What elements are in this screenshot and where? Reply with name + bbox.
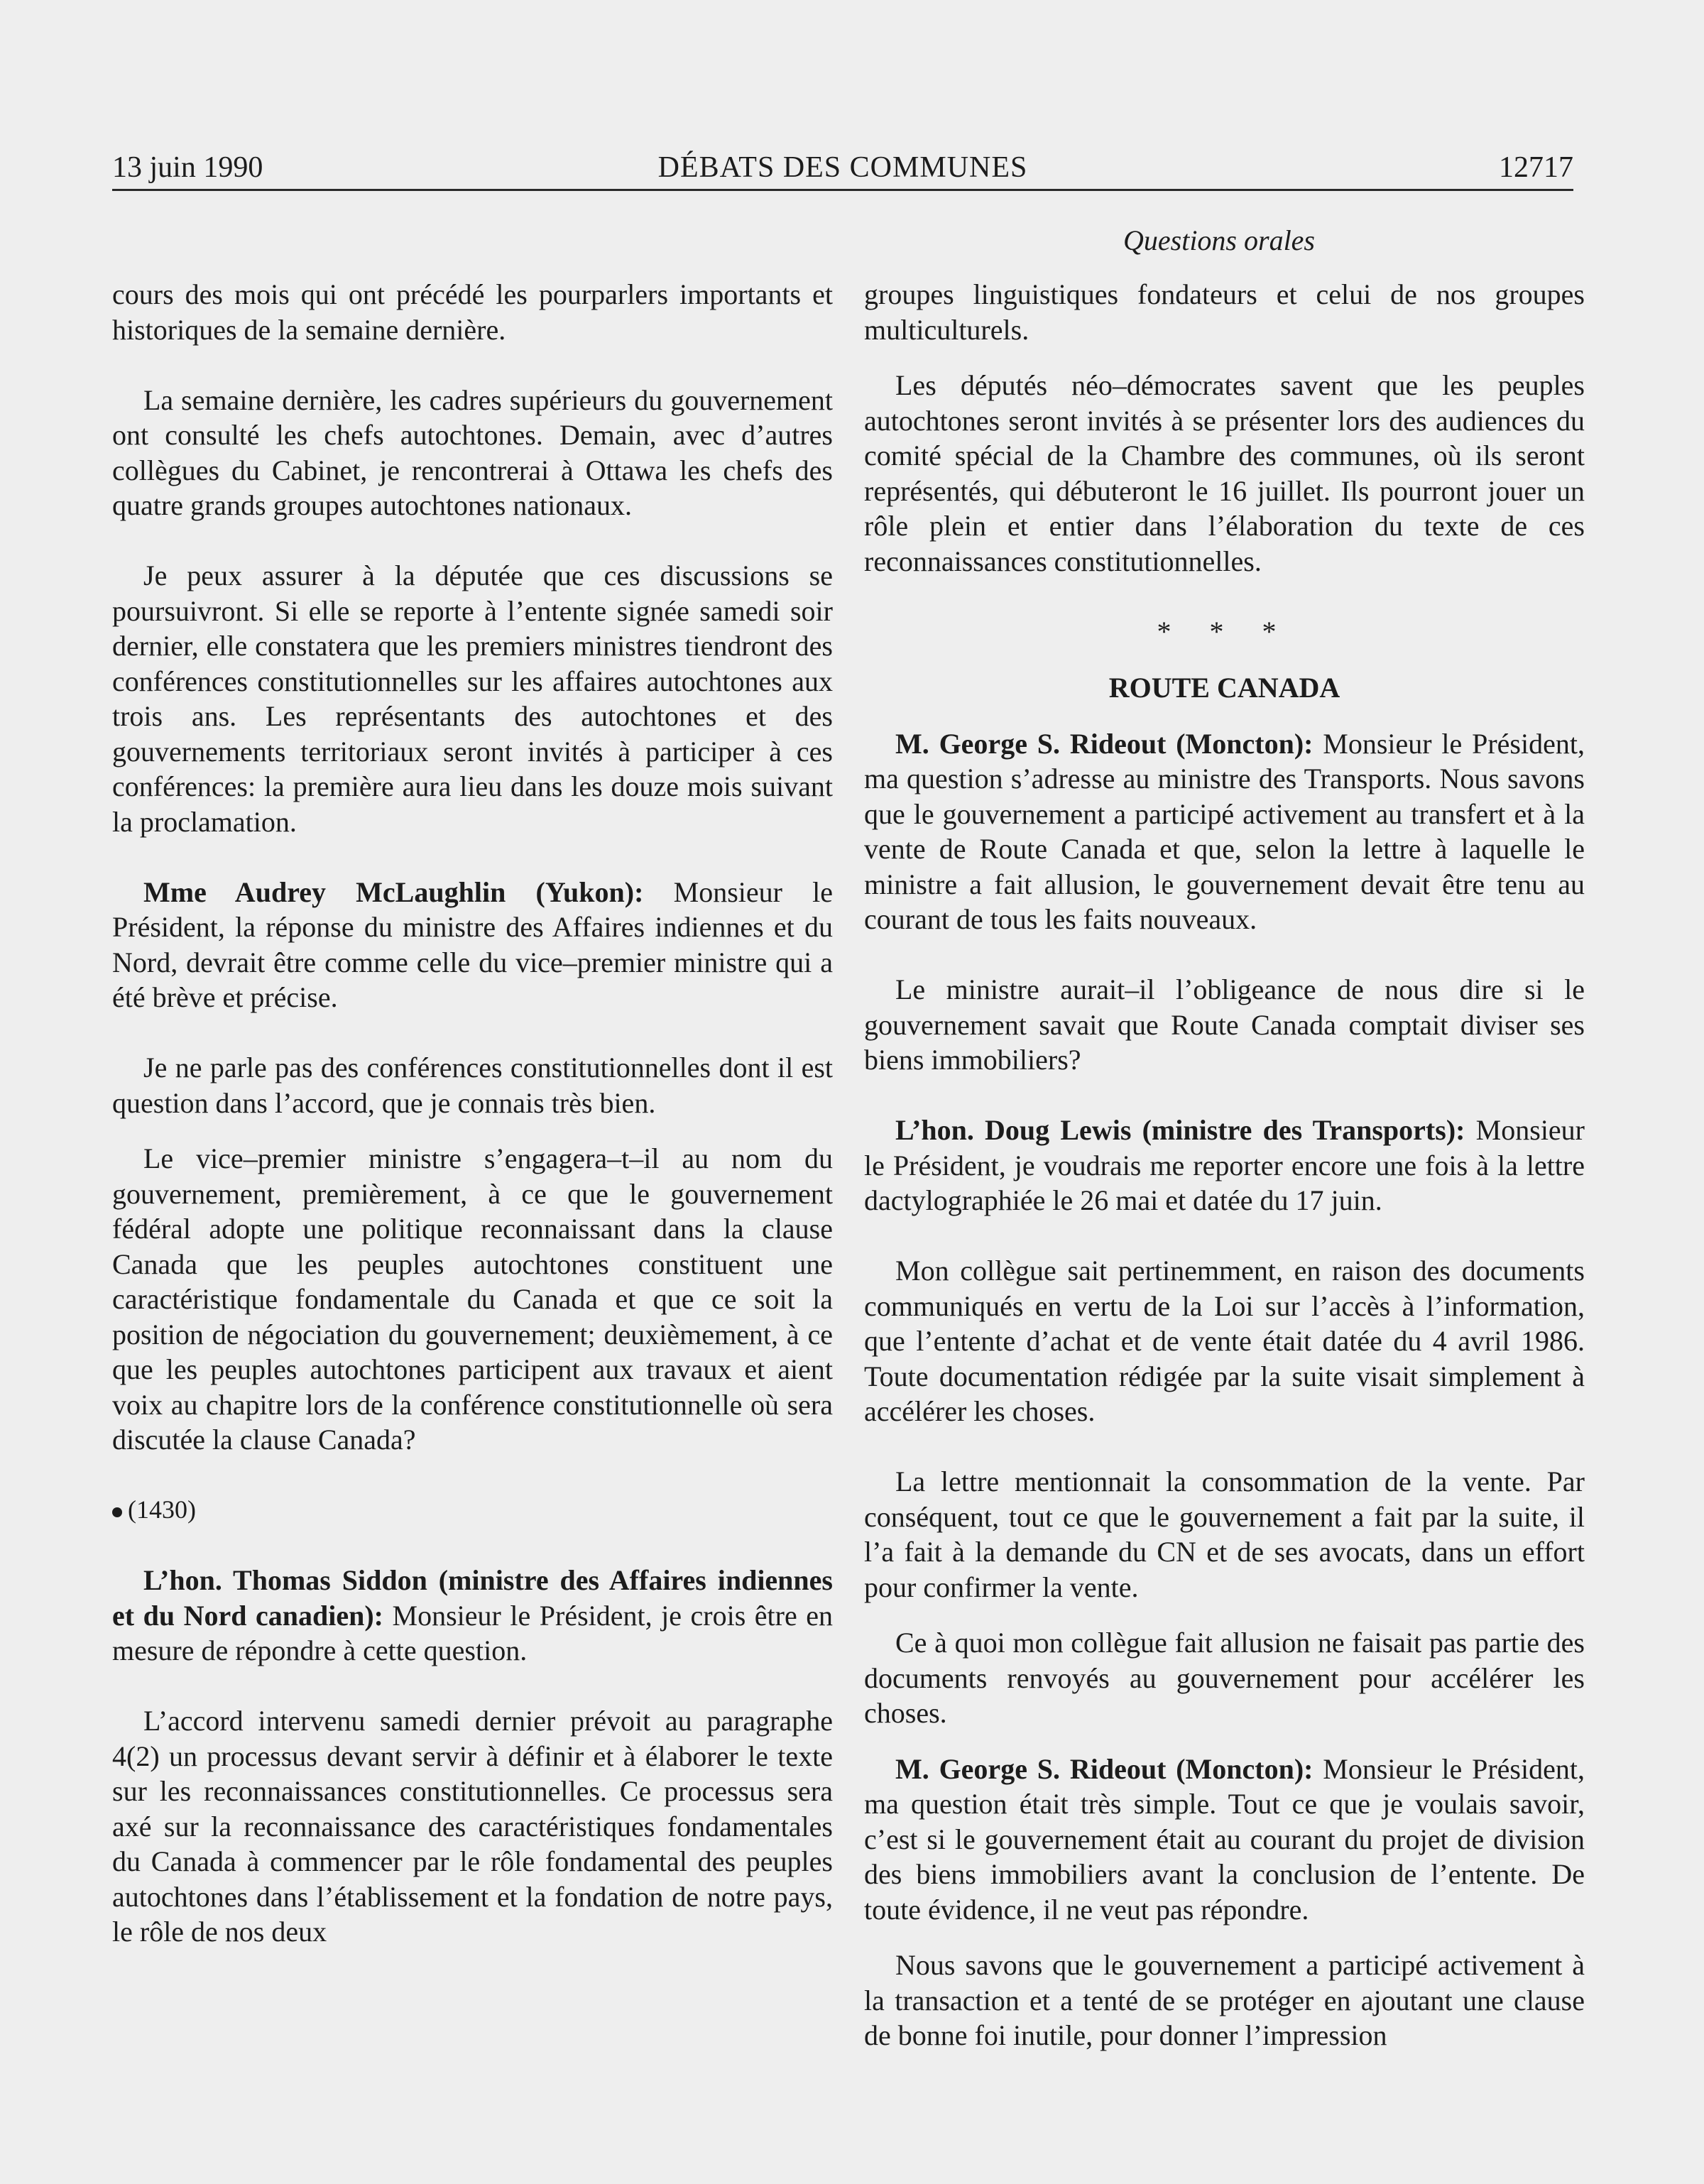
right-paragraph-3 [864, 726, 1585, 937]
speech-text: Monsieur le Président, je voudrais me reporter encore une fois à la lettre dactylographiée le 26 mai et datée du 17 juin. [864, 1114, 1585, 1216]
left-paragraph-2: La semaine dernière, les cadres supérieurs du gouvernement ont consulté les chefs autochtones. Demain, avec d’autres collègues du Cabinet, je rencontrerai à Ottawa les chefs des quatre grands groupes autochtones nationaux. [112, 383, 833, 521]
speech-text: Monsieur le Président, ma question était très simple. Tout ce que je voulais savoir, c’est si le gouvernement était au courant du projet de division des biens immobiliers avant la conclusion de l’entente. De toute évidence, il ne veut pas répondre. [864, 1752, 1585, 1926]
section-label: Questions orales [1123, 224, 1315, 256]
right-column [864, 277, 1585, 2053]
left-paragraph-8: L’accord intervenu samedi dernier prévoit au paragraphe 4(2) un processus devant servir à définir et à élaborer le texte sur les reconnaissances constitutionnelles. Ce processus sera axé sur la reconnaissance des caractéristiques fondamentales du Canada à commencer par le rôle fondamental des peuples autochtones dans l’établissement et la fondation de notre pays, le rôle de nos deux [112, 1705, 833, 1948]
speech-text: Monsieur le Président, je crois être en mesure de répondre à cette question. [112, 1599, 834, 1666]
left-column [112, 277, 833, 1950]
time-marker [112, 1492, 833, 1528]
speaker-name: L’hon. Thomas Siddon (ministre des Affaires indiennes et du Nord canadien): [112, 1564, 833, 1632]
right-paragraph-1: groupes linguistiques fondateurs et celui de nos groupes multiculturels. [864, 278, 1585, 346]
speech-text: Monsieur le Président, la réponse du ministre des Affaires indiennes et du Nord, devrait être comme celle du vice–premier ministre qui a été brève et précise. [112, 875, 834, 1013]
page-header [112, 146, 1573, 191]
left-paragraph-6: Le vice–premier ministre s’engagera–t–il au nom du gouvernement, premièrement, à ce que le gouvernement fédéral adopte une politique reconnaissant dans la clause Canada que les peuples autochtones constituent une caractéristique fondamentale du Canada et que ce soit la position de négociation du gouvernement; deuxièmement, à ce que les peuples autochtones participent aux travaux et aient voix au chapitre lors de la conférence constitutionnelle où sera discutée la clause Canada? [112, 1142, 833, 1456]
time-marker-text: (1430) [128, 1495, 196, 1524]
bullet-icon [112, 1507, 122, 1517]
header-title: DÉBATS DES COMMUNES [657, 151, 1028, 184]
right-paragraph-2: Les députés néo–démocrates savent que les peuples autochtones seront invités à se présenter lors des audiences du comité spécial de la Chambre des communes, où ils seront représentés, qui débuteront le 16 juillet. Ils pourront jouer un rôle plein et entier dans l’élaboration du texte de ces reconnaissances constitutionnelles. [864, 369, 1585, 577]
left-paragraph-7 [112, 1563, 833, 1669]
header-date: 13 juin 1990 [112, 151, 263, 184]
right-paragraph-5 [864, 1113, 1585, 1218]
left-paragraph-3: Je peux assurer à la députée que ces discussions se poursuivront. Si elle se reporte à l’entente signée samedi soir dernier, elle constatera que les premiers ministres tiendront des conférences constitutionnelles sur les affaires autochtones aux trois ans. Les représentants des autochtones et des gouvernements territoriaux seront invités à participer à ces conférences: la première aura lieu dans les douze mois suivant la proclamation. [112, 559, 833, 838]
right-paragraph-10: Nous savons que le gouvernement a participé activement à la transaction et a tenté de se protéger en ajoutant une clause de bonne foi inutile, pour donner l’impression [864, 1949, 1585, 2051]
section-heading: ROUTE CANADA [1108, 671, 1340, 704]
left-paragraph-5: Je ne parle pas des conférences constitutionnelles dont il est question dans l’accord, que je connais très bien. [112, 1052, 833, 1119]
left-paragraph-4 [112, 875, 833, 1015]
right-paragraph-7: La lettre mentionnait la consommation de la vente. Par conséquent, tout ce que le gouvernement a fait par la suite, il l’a fait à la demande du CN et de ses avocats, dans un effort pour confirmer la vente. [864, 1465, 1585, 1603]
right-paragraph-9 [864, 1752, 1585, 1928]
speaker-name: L’hon. Doug Lewis (ministre des Transports): [895, 1114, 1465, 1146]
header-page-number: 12717 [1499, 151, 1573, 184]
right-paragraph-4: Le ministre aurait–il l’obligeance de nous dire si le gouvernement savait que Route Canada comptait diviser ses biens immobiliers? [864, 973, 1585, 1076]
section-separator: * * * [1157, 615, 1292, 648]
speaker-name: M. George S. Rideout (Moncton): [895, 727, 1314, 760]
left-paragraph-1: cours des mois qui ont précédé les pourparlers importants et historiques de la semaine dernière. [112, 278, 833, 346]
speaker-name: Mme Audrey McLaughlin (Yukon): [143, 875, 644, 908]
speaker-name: M. George S. Rideout (Moncton): [895, 1752, 1314, 1785]
right-paragraph-6: Mon collègue sait pertinemment, en raison des documents communiqués en vertu de la Loi sur l’accès à l’information, que l’entente d’achat et de vente était datée du 4 avril 1986. Toute documentation rédigée par la suite visait simplement à accélérer les choses. [864, 1255, 1585, 1427]
right-paragraph-8: Ce à quoi mon collègue fait allusion ne faisait pas partie des documents renvoyés au gouvernement pour accélérer les choses. [864, 1627, 1585, 1729]
speech-text: Monsieur le Président, ma question s’adresse au ministre des Transports. Nous savons que le gouvernement a participé activement au transfert et à la vente de Route Canada et que, selon la lettre à laquelle le ministre a fait allusion, le gouvernement devait être tenu au courant de tous les faits nouveaux. [864, 727, 1585, 935]
